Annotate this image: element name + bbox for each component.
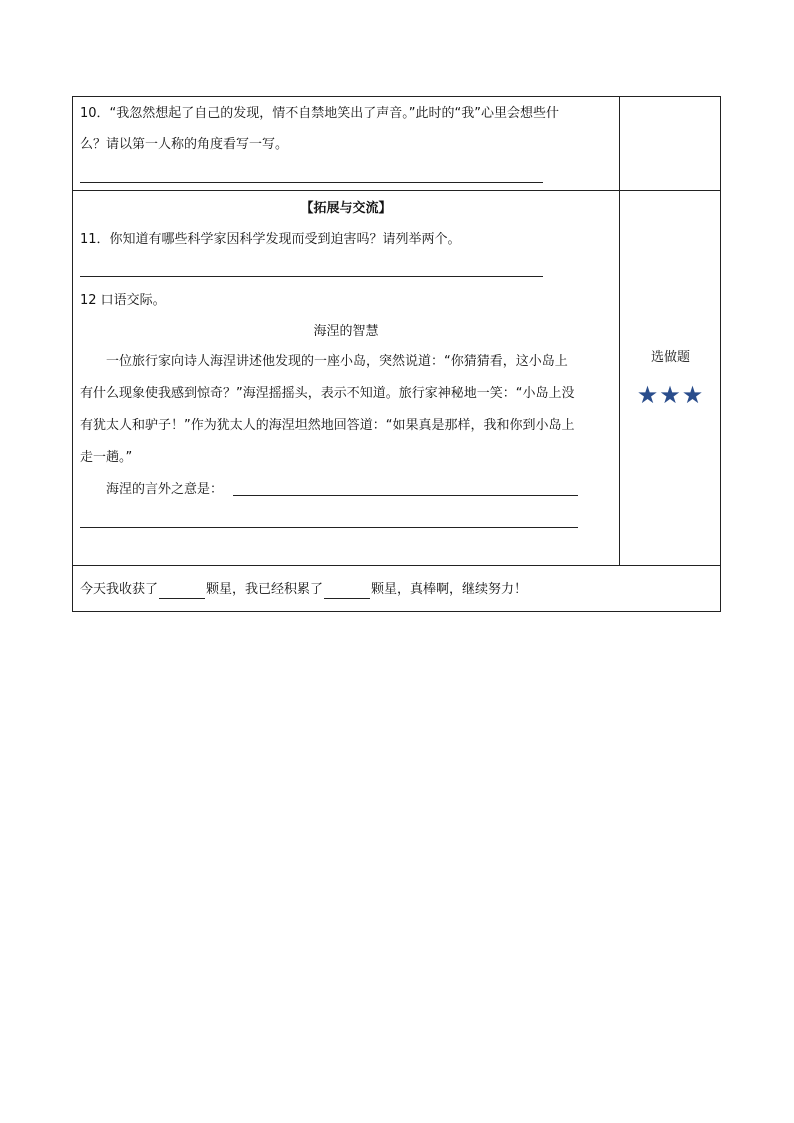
stars-total-blank[interactable] [324,584,370,599]
q10-line-1: 10．“我忽然想起了自己的发现，情不自禁地笑出了声音。”此时的“我”心里会想些什 [80,106,559,121]
q11-answer-line[interactable] [80,276,543,277]
footer-part-1: 今天我收获了 [80,582,159,597]
answer-prompt: 海涅的言外之意是： [106,482,224,497]
passage-line-2: 有什么现象使我感到惊奇？”海涅摇摇头，表示不知道。旅行家神秘地一笑：“小岛上没 [80,386,575,401]
row-divider-1 [73,190,720,191]
passage-line-3: 有犹太人和驴子！”作为犹太人的海涅坦然地回答道：“如果真是那样，我和你到小岛上 [80,418,575,433]
optional-label: 选做题 [650,350,690,365]
worksheet-table [72,96,721,612]
q12-label: 12 口语交际。 [80,293,166,308]
footer-part-2: 颗星，我已经积累了 [206,582,324,597]
q12-answer-line-2[interactable] [80,527,578,528]
stars-earned-blank[interactable] [159,584,205,599]
footer-part-3: 颗星，真棒啊，继续努力！ [371,582,528,597]
passage-line-1: 一位旅行家向诗人海涅讲述他发现的一座小岛，突然说道：“你猜猜看，这小岛上 [106,354,568,369]
row-divider-2 [73,565,720,566]
q11-text: 11．你知道有哪些科学家因科学发现而受到迫害吗？请列举两个。 [80,232,461,247]
q10-line-2: 么？请以第一人称的角度看写一写。 [80,137,289,152]
passage-title: 海涅的智慧 [313,324,379,339]
passage-line-4: 走一趟。” [80,450,133,465]
column-divider [619,97,620,566]
section-title: 【拓展与交流】 [300,201,392,216]
q12-answer-line-1[interactable] [233,495,578,496]
q10-answer-line[interactable] [80,182,543,183]
footer-summary [80,581,527,599]
star-rating: ★★★ [636,381,705,409]
